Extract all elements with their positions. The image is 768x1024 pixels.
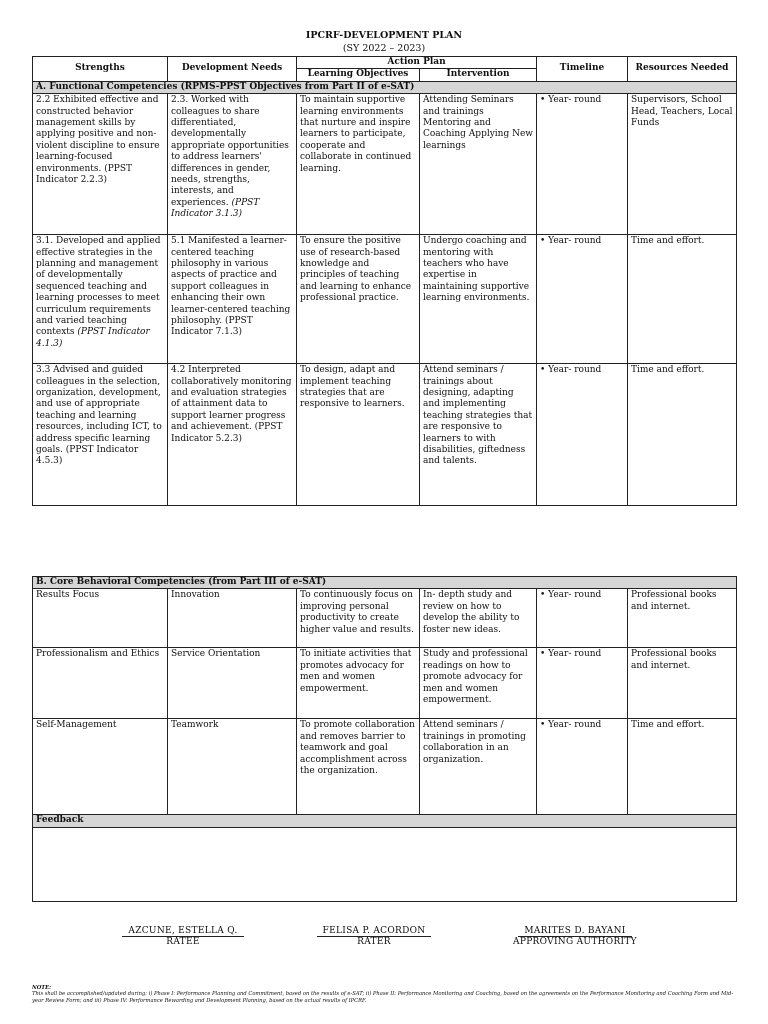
header-learning-objectives: Learning Objectives — [297, 69, 420, 81]
objective-cell: To promote collaboration and removes barrier to teamwork and goal accomplishment across the organization. — [297, 719, 420, 815]
strength-reference: (PPST Indicator 4.1.3) — [36, 327, 150, 349]
rater-name: FELISA P. ACORDON — [317, 926, 432, 937]
intervention-cell: Attend seminars / trainings about designing, adapting and implementing teaching strategies that are responsive to learners to with disabilities, giftedness and talents. — [420, 364, 537, 506]
table-row — [33, 648, 737, 719]
need-cell: Teamwork — [168, 719, 297, 815]
ratee-signature — [108, 926, 258, 947]
objective-cell: To ensure the positive use of research-based knowledge and principles of teaching and learning to enhance professional practice. — [297, 235, 420, 364]
table-row — [33, 589, 737, 648]
rater-signature — [299, 926, 449, 947]
need-cell: Innovation — [168, 589, 297, 648]
strength-cell: Results Focus — [33, 589, 168, 648]
approver-name: MARITES D. BAYANI — [518, 926, 631, 937]
intervention-cell: In- depth study and review on how to develop the ability to foster new ideas. — [420, 589, 537, 648]
table-row — [33, 94, 737, 235]
objective-cell: To initiate activities that promotes advocacy for men and women empowerment. — [297, 648, 420, 719]
timeline-cell: • Year- round — [537, 364, 628, 506]
timeline-cell: • Year- round — [537, 719, 628, 815]
header-intervention: Intervention — [420, 69, 537, 81]
functional-competencies-table — [32, 56, 737, 506]
objective-cell: To maintain supportive learning environments that nurture and inspire learners to participate, cooperate and collaborate in continued learning. — [297, 94, 420, 235]
feedback-label: Feedback — [33, 815, 737, 827]
table-row — [33, 719, 737, 815]
rater-role: RATER — [357, 937, 391, 947]
strength-cell: 2.2 Exhibited effective and constructed behavior management skills by applying positive and non-violent discipline to ensure learning-focused environments. (PPST Indicator 2.2.3) — [33, 94, 168, 235]
ratee-name: AZCUNE, ESTELLA Q. — [122, 926, 243, 937]
section-a-title: A. Functional Competencies (RPMS-PPST Objectives from Part II of e-SAT) — [33, 81, 737, 93]
timeline-cell: • Year- round — [537, 235, 628, 364]
need-reference: (PPST Indicator 3.1.3) — [171, 197, 260, 220]
header-development-needs: Development Needs — [168, 57, 297, 82]
resources-cell: Professional books and internet. — [628, 648, 737, 719]
timeline-cell: • Year- round — [537, 648, 628, 719]
resources-cell: Time and effort. — [628, 719, 737, 815]
table-row — [33, 235, 737, 364]
approver-signature — [490, 926, 660, 947]
footnote — [32, 985, 736, 1004]
intervention-cell: Attend seminars / trainings in promoting collaboration in an organization. — [420, 719, 537, 815]
resources-cell: Time and effort. — [628, 364, 737, 506]
ratee-role: RATEE — [166, 937, 200, 947]
resources-cell: Professional books and internet. — [628, 589, 737, 648]
need-cell: Service Orientation — [168, 648, 297, 719]
timeline-cell: • Year- round — [537, 589, 628, 648]
document-title: IPCRF-DEVELOPMENT PLAN — [305, 30, 463, 41]
timeline-cell: • Year- round — [537, 94, 628, 235]
need-text: 2.3. Worked with colleagues to share differentiated, developmentally appropriate opportunities to address learners' differences in gender, needs, strengths, interests, and experiences. — [171, 95, 289, 208]
objective-cell: To continuously focus on improving personal productivity to create higher value and results. — [297, 589, 420, 648]
resources-cell: Time and effort. — [628, 235, 737, 364]
intervention-cell: Attending Seminars and trainings Mentoring and Coaching Applying New learnings — [420, 94, 537, 235]
table-row — [33, 364, 737, 506]
note-text: This shall be accomplished/updated during: i) Phase I: Performance Planning and Commitment, based on the results of e-SAT; ii) Phase II: Performance Monitoring and Coaching, based on the agreements on the Performance Monitoring and Coaching Form and Mid-year Review Form; and iii) Phase IV: Performance Rewarding and Development Planning, based on the actual results of IPCRF. — [32, 991, 734, 1004]
objective-cell: To design, adapt and implement teaching strategies that are responsive to learners. — [297, 364, 420, 506]
section-b-title: B. Core Behavioral Competencies (from Part III of e-SAT) — [33, 577, 737, 589]
strength-cell: 3.3 Advised and guided colleagues in the selection, organization, development, and use of appropriate teaching and learning resources, including ICT, to address specific learning goals. (PPST Indicator 4.5.3) — [33, 364, 168, 506]
header-resources: Resources Needed — [628, 57, 737, 82]
need-cell: 4.2 Interpreted collaboratively monitoring and evaluation strategies of attainment data to support learner progress and achievement. (PPST Indicator 5.2.3) — [168, 364, 297, 506]
feedback-area[interactable] — [33, 827, 737, 901]
strength-cell: Professionalism and Ethics — [33, 648, 168, 719]
need-cell: 5.1 Manifested a learner-centered teaching philosophy in various aspects of practice and support colleagues in enhancing their own learner-centered teaching philosophy. (PPST Indicator 7.1.3) — [168, 235, 297, 364]
intervention-cell: Study and professional readings on how to promote advocacy for men and women empowerment. — [420, 648, 537, 719]
need-cell — [168, 94, 297, 235]
header-timeline: Timeline — [537, 57, 628, 82]
school-year: (SY 2022 – 2023) — [342, 43, 426, 54]
header-strengths: Strengths — [33, 57, 168, 82]
strength-text: 3.1. Developed and applied effective strategies in the planning and management of developmentally sequenced teaching and learning processes to meet curriculum requirements and varied teaching contexts — [36, 236, 161, 338]
approver-role: APPROVING AUTHORITY — [513, 937, 637, 947]
header-action-plan: Action Plan — [297, 57, 537, 69]
note-label: NOTE: — [32, 985, 51, 991]
intervention-cell: Undergo coaching and mentoring with teachers who have expertise in maintaining supportive learning environments. — [420, 235, 537, 364]
strength-cell — [33, 235, 168, 364]
core-behavioral-table — [32, 576, 737, 902]
resources-cell: Supervisors, School Head, Teachers, Local Funds — [628, 94, 737, 235]
strength-cell: Self-Management — [33, 719, 168, 815]
